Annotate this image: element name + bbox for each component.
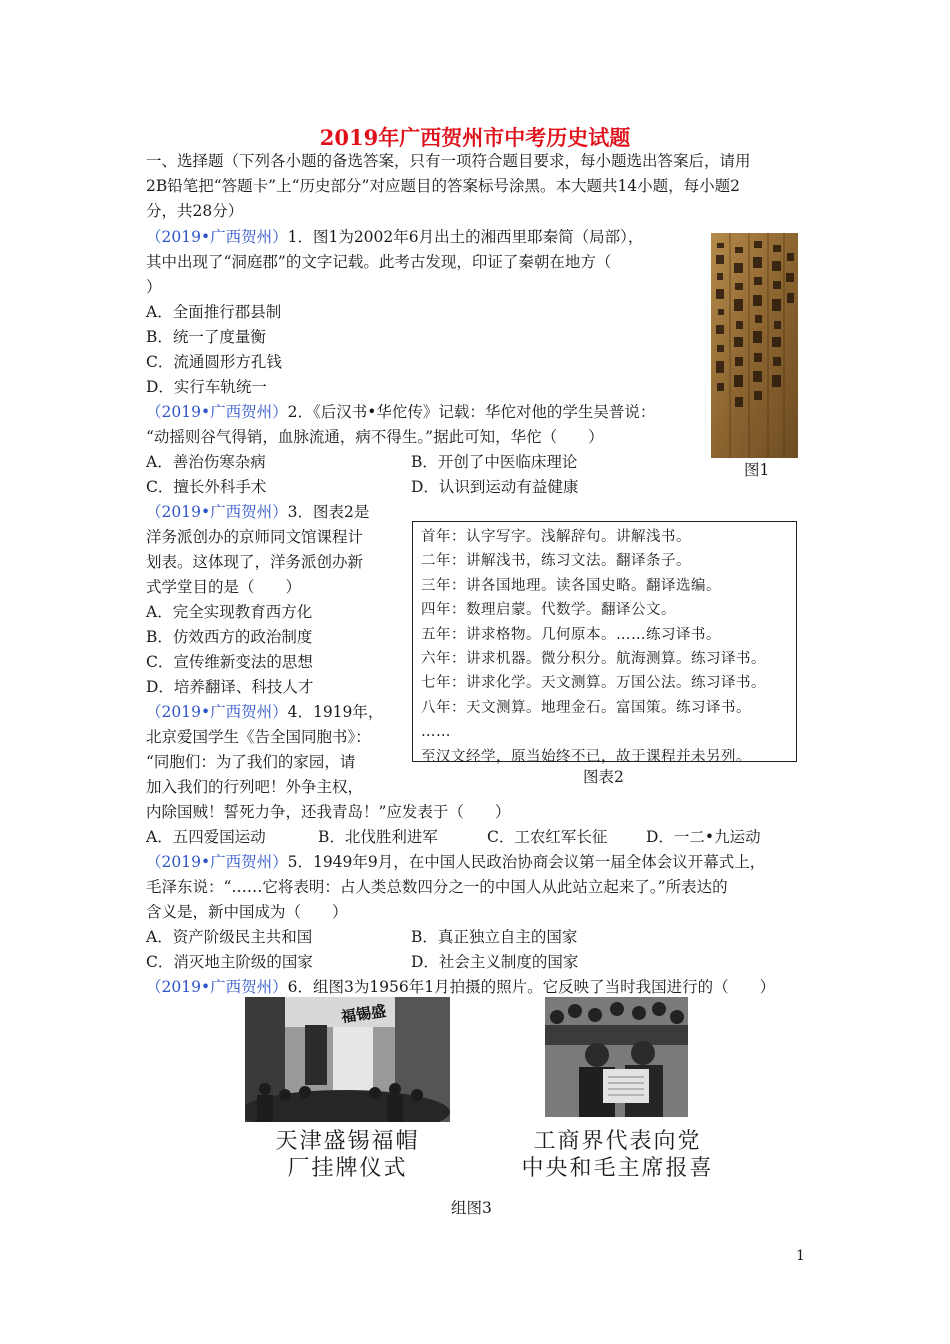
question-source-tag: （2019•广西贺州）: [146, 978, 288, 996]
table-row: 二年：讲解浅书，练习文法。翻译条子。: [421, 553, 691, 570]
table-row: 六年：讲求机器。微分积分。航海测算。练习译书。: [421, 650, 766, 667]
q5-option-d: D．社会主义制度的国家: [411, 953, 579, 971]
question-4-line-3: “同胞们：为了我们的家园，请: [146, 753, 356, 771]
q1-option-a: A．全面推行郡县制: [146, 303, 282, 321]
question-1: [146, 225, 643, 250]
photo-sign-text: 福锡盛: [340, 1001, 388, 1027]
question-2: [146, 400, 655, 425]
question-1-stem: 1．图1为2002年6月出土的湘西里耶秦简（局部），: [287, 228, 644, 246]
question-3-line-3: 划表。这体现了，洋务派创办新: [146, 553, 364, 571]
q4-option-a: A．五四爱国运动: [146, 828, 266, 846]
question-source-tag: （2019•广西贺州）: [146, 403, 288, 421]
q2-option-c: C．擅长外科手术: [146, 478, 267, 496]
q5-option-c: C．消灭地主阶级的国家: [146, 953, 313, 971]
question-6-stem: 6．组图3为1956年1月拍摄的照片。它反映了当时我国进行的（ ）: [287, 978, 776, 996]
table-row: 四年：数理启蒙。代数学。翻译公文。: [421, 602, 676, 619]
section-intro-line-3: 分，共28分）: [146, 202, 244, 220]
q1-option-c: C．流通圆形方孔钱: [146, 353, 282, 371]
q2-option-b: B．开创了中医临床理论: [411, 453, 578, 471]
q3-option-d: D．培养翻译、科技人才: [146, 678, 314, 696]
question-5-line-2: 毛泽东说：“……它将表明：占人类总数四分之一的中国人从此站立起来了。”所表达的: [146, 878, 728, 896]
question-source-tag: （2019•广西贺州）: [146, 503, 288, 521]
section-intro-line-2: 2B铅笔把“答题卡”上“历史部分”对应题目的答案标号涂黑。本大题共14小题，每小题2: [146, 177, 741, 195]
page-title: 2019年广西贺州市中考历史试题: [319, 125, 631, 150]
photo-1-caption-line-1: 天津盛锡福帽: [275, 1129, 420, 1154]
question-1-line-2: 其中出现了“洞庭郡”的文字记载。此考古发现，印证了秦朝在地方（: [146, 253, 612, 271]
table-row: 三年：讲各国地理。读各国史略。翻译选编。: [421, 577, 721, 594]
q2-option-d: D．认识到运动有益健康: [411, 478, 579, 496]
photo-1-caption-line-2: 厂挂牌仪式: [287, 1156, 408, 1181]
q1-option-b: B．统一了度量衡: [146, 328, 266, 346]
page-number: 1: [796, 1248, 805, 1264]
question-5-line-3: 含义是，新中国成为（ ）: [146, 903, 348, 921]
table-row: 首年：认字写字。浅解辞句。讲解浅书。: [421, 529, 691, 545]
question-3-stem: 3．图表2是: [287, 503, 370, 521]
photo-2-caption-line-1: 工商界代表向党: [533, 1129, 702, 1154]
factory-sign-ceremony-photo: [245, 997, 450, 1122]
question-3: [146, 500, 369, 525]
q1-option-d: D．实行车轨统一: [146, 378, 267, 396]
table-row: ……: [421, 724, 451, 741]
business-report-photo: [545, 997, 688, 1117]
question-3-line-4: 式学堂目的是（ ）: [146, 578, 302, 596]
table-row: 五年：讲求格物。几何原本。……练习译书。: [421, 626, 721, 643]
section-intro-line-1: 一、选择题（下列各小题的备选答案，只有一项符合题目要求，每小题选出答案后，请用: [146, 152, 751, 170]
figure-1-caption: 图1: [744, 461, 770, 479]
q3-option-c: C．宣传维新变法的思想: [146, 653, 313, 671]
table-row: 至汉文经学，原当始终不已，故于课程并未另列。: [421, 748, 751, 765]
curriculum-table: [412, 521, 797, 765]
question-5: [146, 850, 765, 875]
photo-2-caption-line-2: 中央和毛主席报喜: [521, 1156, 714, 1181]
question-5-stem: 5．1949年9月，在中国人民政治协商会议第一届全体会议开幕式上，: [287, 853, 766, 871]
q4-option-b: B．北伐胜利进军: [318, 828, 438, 846]
q3-option-a: A．完全实现教育西方化: [146, 603, 313, 621]
question-source-tag: （2019•广西贺州）: [146, 228, 288, 246]
question-4: [146, 700, 383, 725]
question-4-line-4: 加入我们的行列吧！外争主权，: [146, 778, 364, 796]
q2-option-a: A．善治伤寒杂病: [146, 453, 266, 471]
q5-option-b: B．真正独立自主的国家: [411, 928, 578, 946]
question-source-tag: （2019•广西贺州）: [146, 703, 288, 721]
table-row: 八年：天文测算。地理金石。富国策。练习译书。: [421, 699, 751, 716]
q4-option-d: D．一二•九运动: [646, 828, 761, 846]
question-2-line-2: “动摇则谷气得销，血脉流通，病不得生。”据此可知，华佗（ ）: [146, 428, 604, 446]
question-source-tag: （2019•广西贺州）: [146, 853, 288, 871]
question-2-stem: 2．《后汉书•华佗传》记载：华佗对他的学生吴普说：: [287, 403, 656, 421]
table-row: 七年：讲求化学。天文测算。万国公法。练习译书。: [421, 675, 766, 692]
question-4-line-5: 内除国贼！誓死力争，还我青岛！”应发表于（ ）: [146, 803, 511, 821]
question-4-line-2: 北京爱国学生《告全国同胞书》：: [146, 728, 371, 746]
question-3-line-2: 洋务派创办的京师同文馆课程计: [146, 528, 364, 546]
question-1-line-3: ）: [146, 278, 162, 296]
photo-1-caption: [245, 1128, 450, 1182]
table-2-caption: 图表2: [583, 768, 624, 786]
qin-bamboo-slip-image: [711, 233, 798, 458]
q3-option-b: B．仿效西方的政治制度: [146, 628, 313, 646]
q5-option-a: A．资产阶级民主共和国: [146, 928, 313, 946]
photo-2-caption: [515, 1128, 720, 1182]
group-figure-3-caption: 组图3: [451, 1199, 492, 1217]
q4-option-c: C．工农红军长征: [487, 828, 608, 846]
question-4-stem: 4．1919年，: [287, 703, 384, 721]
